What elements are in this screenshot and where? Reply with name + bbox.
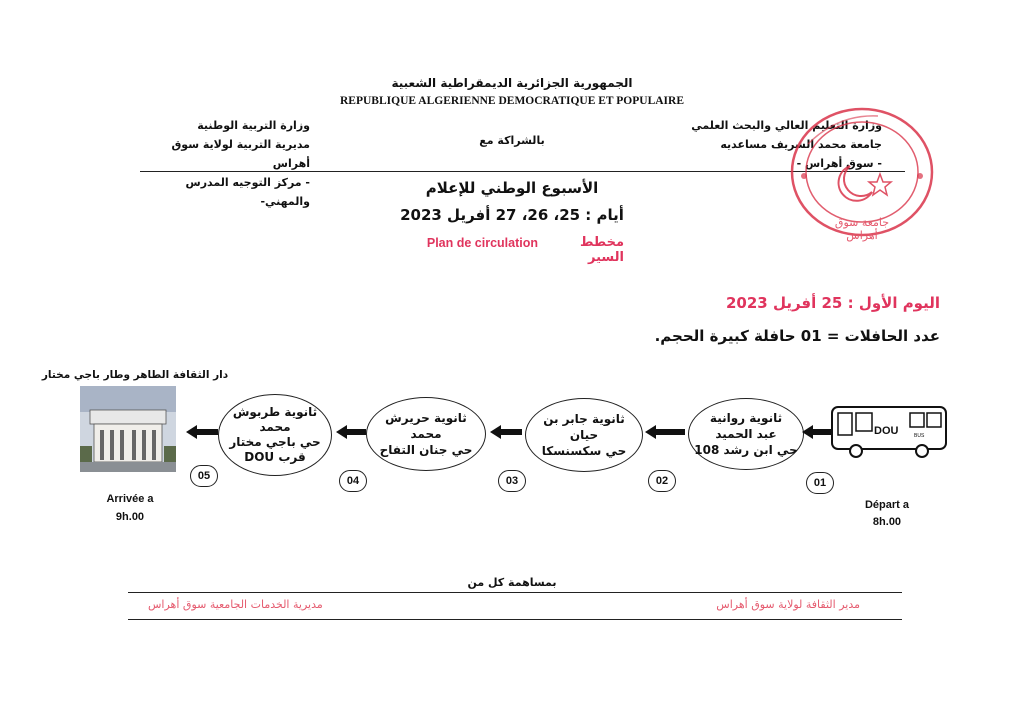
stop-04-line-4: قرب DOU — [244, 450, 306, 464]
plan-title-arabic: مخطط السير — [579, 235, 624, 265]
destination-label: دار الثقافة الطاهر وطار باجي مختار — [41, 369, 229, 381]
republic-french: REPUBLIQUE ALGERIENNE DEMOCRATIQUE ET POPULAIRE — [340, 95, 684, 107]
university-name: جامعة محمد الشريف مساعديه — [720, 138, 882, 151]
ministry-higher-education: وزارة التعليم العالي والبحث العلمي — [691, 119, 882, 132]
plan-title-french: Plan de circulation — [426, 236, 538, 250]
arrow-left-icon — [645, 424, 685, 440]
bus-graphic — [830, 405, 948, 459]
stop-02-line-1: ثانوية جابر بن — [543, 412, 625, 426]
day-one-label: اليوم الأول : 25 أفريل 2023 — [725, 294, 940, 312]
partnership-label: بالشراكة مع — [479, 134, 545, 147]
stop-number-04: 04 — [339, 470, 367, 492]
stop-01-line-1: ثانوية روانية — [709, 411, 783, 425]
stop-number-05: 05 — [190, 465, 218, 487]
arrow-left-icon — [186, 424, 218, 440]
departure-time: 8h.00 — [872, 516, 902, 528]
stop-04-line-2: محمد — [259, 420, 291, 434]
culture-house-image — [80, 386, 176, 472]
arrival-time: 9h.00 — [115, 511, 145, 523]
arrow-left-icon — [336, 424, 366, 440]
stop-02-line-2: حيان — [569, 428, 599, 442]
header-left-block — [150, 116, 310, 211]
footer-divider-bottom — [128, 619, 902, 620]
stop-01-line-3: حي ابن رشد 108 — [694, 443, 798, 457]
stop-number-03: 03 — [498, 470, 526, 492]
contribution-label: بمساهمة كل من — [467, 576, 557, 589]
university-city: - سوق أهراس - — [796, 157, 882, 170]
stop-04-line-3: حي باجي مختار — [229, 435, 321, 449]
event-title: الأسبوع الوطني للإعلام — [425, 179, 599, 197]
bus-label: DOU — [874, 425, 899, 437]
stop-02-line-3: حي سكسنسكا — [541, 444, 627, 458]
departure-label: Départ a — [864, 499, 910, 511]
footer-left-partner: مديرية الخدمات الجامعية سوق أهراس — [148, 598, 323, 611]
republic-arabic: الجمهورية الجزائرية الديمقراطية الشعبية — [391, 76, 633, 90]
stop-03-line-1: ثانوية حريرش — [385, 411, 467, 425]
building-icon — [80, 386, 176, 472]
stop-04-line-1: ثانوية طربوش — [232, 405, 318, 419]
event-days: أيام : 25، 26، 27 أفريل 2023 — [400, 206, 624, 224]
university-stamp — [788, 104, 936, 240]
footer-divider-top — [128, 592, 902, 593]
stop-ellipse-01 — [688, 398, 804, 470]
stop-number-02: 02 — [648, 470, 676, 492]
bus-count: عدد الحافلات = 01 حافلة كبيرة الحجم. — [654, 327, 940, 345]
stop-ellipse-02 — [525, 398, 643, 472]
education-directorate: مديرية التربية لولاية سوق أهراس — [171, 138, 310, 170]
footer-right-partner: مدير الثقافة لولاية سوق أهراس — [716, 598, 860, 611]
orientation-center: - مركز التوجيه المدرس والمهني- — [185, 176, 310, 208]
arrival-label: Arrivée a — [106, 493, 154, 505]
stop-01-line-2: عبد الحميد — [715, 427, 777, 441]
arrival-info — [80, 490, 180, 526]
stop-ellipse-03 — [366, 397, 486, 471]
stop-number-01: 01 — [806, 472, 834, 494]
arrow-left-icon — [490, 424, 522, 440]
ministry-education: وزارة التربية الوطنية — [197, 119, 310, 132]
stamp-text: جامعة سوق أهراس — [834, 216, 890, 242]
bus-small-label: BUS — [914, 433, 925, 439]
stop-ellipse-04 — [218, 394, 332, 476]
stop-03-line-2: محمد — [410, 427, 442, 441]
stop-03-line-3: حي جنان التفاح — [379, 443, 473, 457]
departure-info — [832, 497, 942, 531]
